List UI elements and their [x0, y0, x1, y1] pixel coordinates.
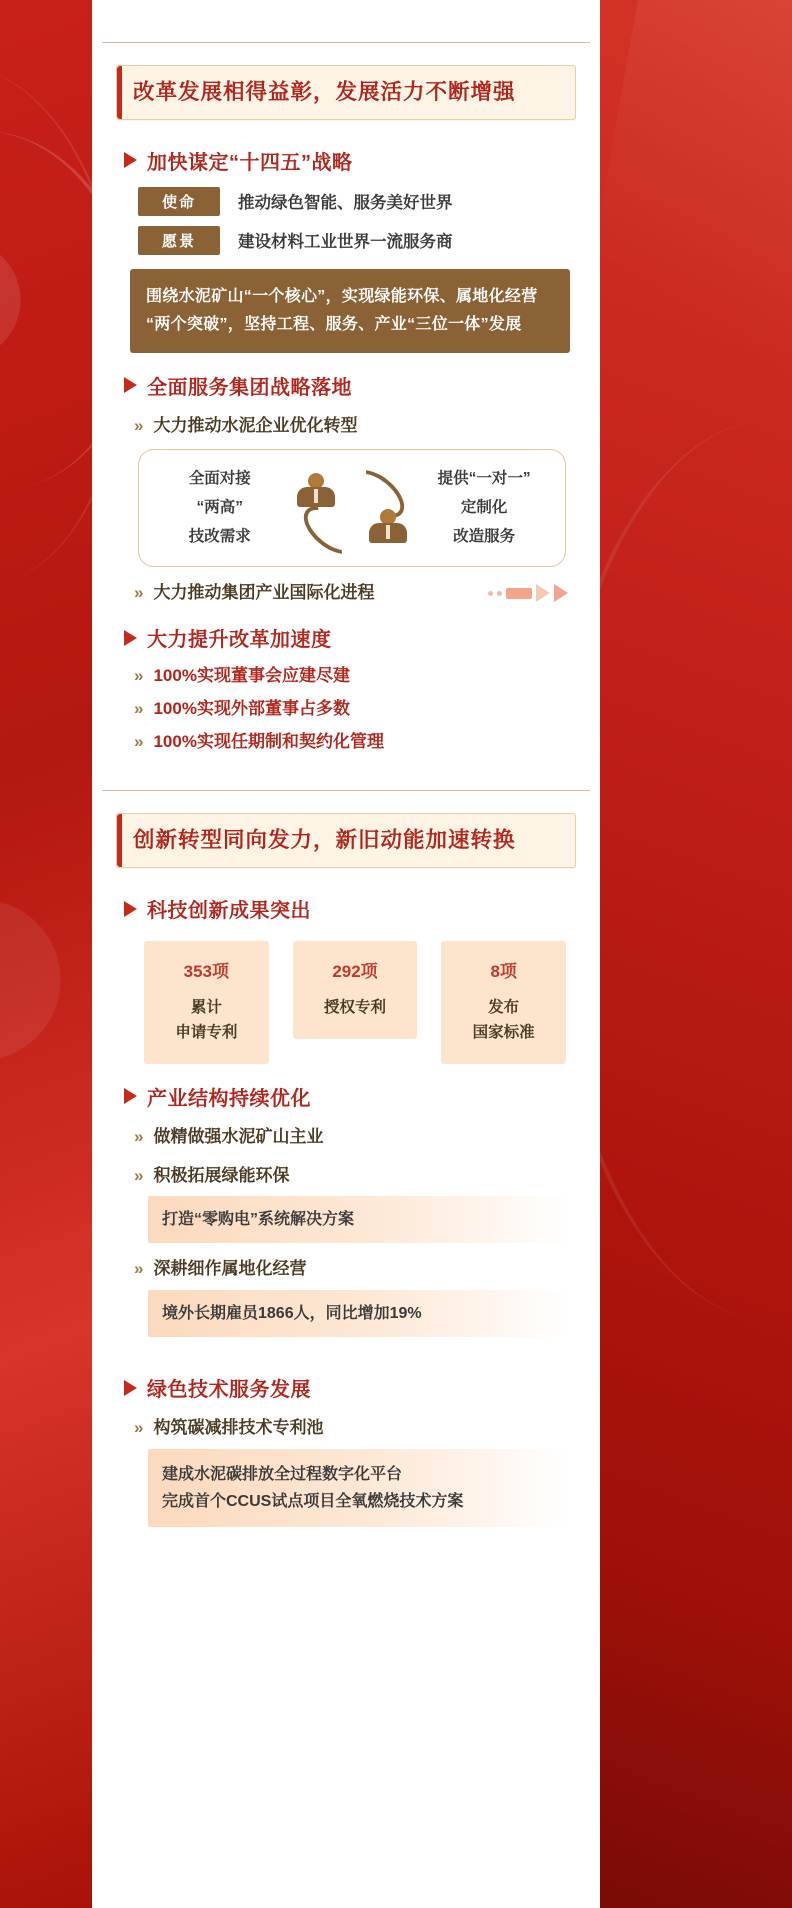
- reform-item: [134, 730, 582, 755]
- heading-service: [124, 371, 582, 400]
- stat-label-line-1: 发布: [488, 999, 520, 1017]
- person-top-group: [293, 473, 411, 507]
- localization-highlight-bar: 境外长期雇员1866人，同比增加19%: [148, 1290, 570, 1337]
- heading-structure: [124, 1082, 582, 1111]
- arrow-dot-1: [488, 591, 493, 596]
- core-strategy-line-2: “两个突破”，坚持工程、服务、产业“三位一体”发展: [146, 315, 522, 333]
- heading-reform-speed: [124, 623, 582, 652]
- left-red-decoration: [0, 0, 92, 1908]
- triangle-bullet-icon: [124, 377, 137, 393]
- heading-tech: [124, 894, 582, 923]
- reform-item-text: 100%实现任期制和契约化管理: [153, 731, 384, 751]
- arrow-chevron: [554, 584, 568, 602]
- reform-item: [134, 664, 582, 689]
- heading-service-text: 全面服务集团战略落地: [147, 376, 352, 399]
- sub-localization: [134, 1257, 582, 1282]
- illustration-right-line-1: 提供“一对一”: [437, 469, 531, 487]
- heading-green-tech-text: 绿色技术服务发展: [147, 1379, 311, 1402]
- stat-number: 8项: [490, 962, 517, 982]
- sub-cement-text: 大力推动水泥企业优化转型: [153, 415, 358, 435]
- reform-bullet-list: [134, 664, 582, 754]
- section-reform: [92, 65, 600, 754]
- sub-green-energy-text: 积极拓展绿能环保: [153, 1165, 290, 1185]
- section-banner-reform: [116, 65, 576, 120]
- sub-patent-pool: [134, 1416, 582, 1441]
- heading-tech-text: 科技创新成果突出: [147, 900, 311, 923]
- heading-strategy-text: 加快谋定“十四五”战略: [147, 151, 353, 174]
- sub-international-text: 大力推动集团产业国际化进程: [153, 582, 375, 602]
- sub-main-business-text: 做精做强水泥矿山主业: [153, 1126, 324, 1146]
- double-chevron-icon: »: [134, 666, 144, 686]
- arrow-chevron-light: [536, 584, 550, 602]
- illustration-right-line-2: 定制化: [460, 498, 508, 516]
- content-column: [92, 0, 600, 1601]
- heading-reform-speed-text: 大力提升改革加速度: [147, 629, 332, 652]
- stat-card-group: [144, 941, 566, 1064]
- stat-label-line-2: 国家标准: [472, 1024, 535, 1042]
- sub-main-business: [134, 1125, 582, 1150]
- person-tie-shape: [314, 489, 318, 503]
- pink-arrow-graphic: [488, 584, 582, 602]
- arrow-bar: [506, 588, 532, 599]
- green-tech-highlight-bar: [148, 1449, 570, 1527]
- person-tie-shape: [386, 525, 390, 539]
- sub-patent-pool-text: 构筑碳减排技术专利池: [153, 1418, 324, 1438]
- triangle-bullet-icon: [124, 152, 137, 168]
- triangle-bullet-icon: [124, 1088, 137, 1104]
- double-chevron-icon: »: [134, 731, 144, 751]
- person-icon-2: [365, 509, 411, 543]
- triangle-bullet-icon: [124, 630, 137, 646]
- green-energy-highlight-bar: 打造“零购电”系统解决方案: [148, 1196, 570, 1243]
- stat-label-line-2: 申请专利: [175, 1024, 238, 1042]
- vision-row: [138, 226, 582, 255]
- illustration-right-text: [413, 464, 555, 552]
- double-chevron-icon: »: [134, 1418, 144, 1438]
- illustration-left-line-2: “两高”: [196, 498, 244, 516]
- reform-item: [134, 697, 582, 722]
- illustration-right-line-3: 改造服务: [453, 528, 516, 546]
- core-strategy-box: [130, 269, 570, 353]
- mission-chip: 使命: [138, 187, 220, 216]
- heading-green-tech: [124, 1373, 582, 1402]
- stat-number: 353项: [183, 962, 230, 982]
- illustration-graphic: [291, 473, 414, 543]
- right-red-decoration: [600, 0, 792, 1908]
- exchange-arrows-icon: [341, 473, 411, 507]
- spacer: [110, 1345, 582, 1355]
- top-divider: [102, 42, 590, 43]
- sub-green-energy: [134, 1164, 582, 1189]
- section-banner-innovation: [116, 813, 576, 868]
- service-illustration-card: [138, 449, 566, 567]
- section-divider: [102, 790, 590, 791]
- arrow-dot-2: [497, 591, 502, 596]
- sub-international: [134, 581, 582, 606]
- stat-label-line-1: 授权专利: [324, 999, 387, 1017]
- triangle-bullet-icon: [124, 901, 137, 917]
- double-chevron-icon: »: [134, 1126, 144, 1146]
- core-strategy-line-1: 围绕水泥矿山“一个核心”，实现绿能环保、属地化经营: [146, 287, 538, 305]
- heading-structure-text: 产业结构持续优化: [147, 1087, 311, 1110]
- mission-text: 推动绿色智能、服务美好世界: [238, 194, 453, 213]
- reform-item-text: 100%实现董事会应建尽建: [153, 666, 350, 686]
- section-innovation: [92, 813, 600, 1561]
- sub-localization-text: 深耕细作属地化经营: [153, 1259, 307, 1279]
- stat-card: [293, 941, 418, 1039]
- double-chevron-icon: »: [134, 415, 144, 435]
- stat-card: [441, 941, 566, 1064]
- sub-cement: [134, 414, 582, 439]
- green-tech-line-2: 完成首个CCUS试点项目全氧燃烧技术方案: [162, 1492, 464, 1510]
- double-chevron-icon: »: [134, 699, 144, 719]
- green-tech-line-1: 建成水泥碳排放全过程数字化平台: [162, 1465, 403, 1483]
- exchange-arrows-icon-2: [293, 509, 363, 543]
- illustration-left-text: [149, 464, 291, 552]
- person-icon: [293, 473, 339, 507]
- reform-item-text: 100%实现外部董事占多数: [153, 699, 350, 719]
- double-chevron-icon: »: [134, 1259, 144, 1279]
- double-chevron-icon: »: [134, 583, 144, 603]
- person-bottom-group: [293, 509, 411, 543]
- section-banner-reform-text: 改革发展相得益彰，发展活力不断增强: [133, 80, 516, 104]
- section-banner-innovation-text: 创新转型同向发力，新旧动能加速转换: [133, 828, 516, 853]
- spacer-bottom: [110, 1535, 582, 1561]
- vision-text: 建设材料工业世界一流服务商: [238, 233, 453, 252]
- illustration-left-line-3: 技改需求: [188, 528, 251, 546]
- stat-number: 292项: [332, 962, 378, 982]
- mission-row: [138, 187, 582, 216]
- illustration-left-line-1: 全面对接: [188, 469, 251, 487]
- double-chevron-icon: »: [134, 1165, 144, 1185]
- stat-label-line-1: 累计: [190, 999, 222, 1017]
- vision-chip: 愿景: [138, 226, 220, 255]
- triangle-bullet-icon: [124, 1380, 137, 1396]
- stat-card: [144, 941, 269, 1064]
- heading-strategy: [124, 146, 582, 175]
